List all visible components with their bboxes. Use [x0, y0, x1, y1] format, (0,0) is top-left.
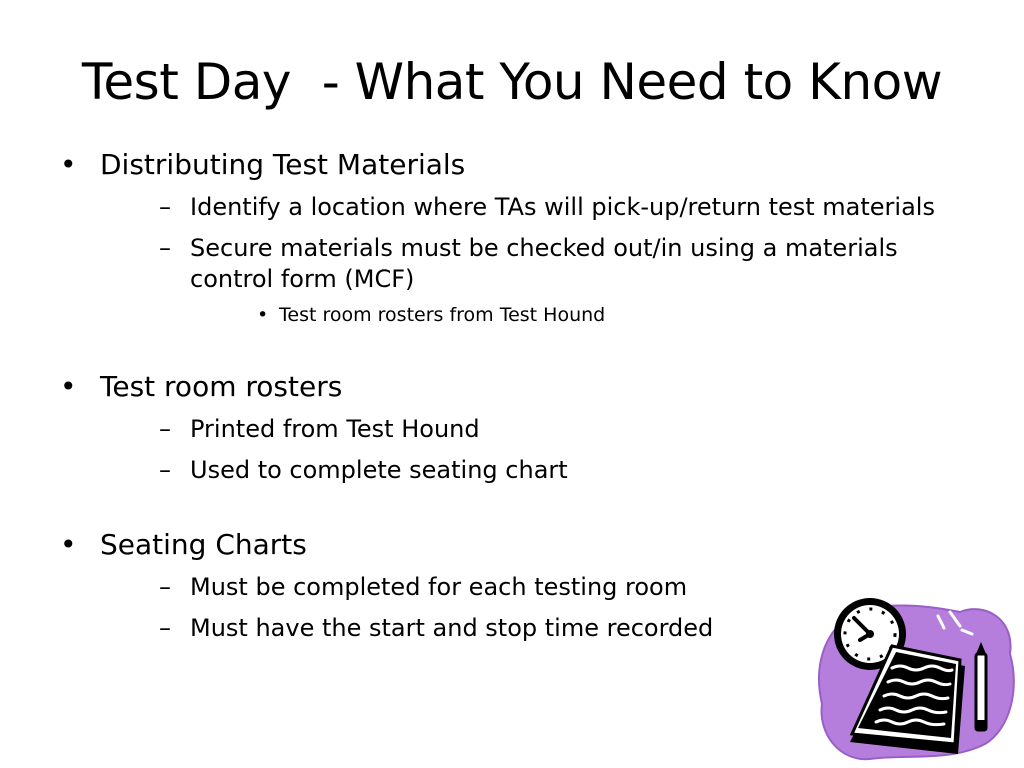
sub-bullet-text: Secure materials must be checked out/in using a materials control form (MCF)	[190, 234, 898, 293]
dash-bullet: –	[159, 415, 171, 443]
sub-sub-bullet-text: Test room rosters from Test Hound	[279, 304, 606, 326]
bullet-dot: •	[60, 528, 77, 561]
pencil-icon	[976, 642, 986, 730]
bullet-heading: Test room rosters	[100, 370, 343, 403]
bullet-dot: •	[60, 148, 77, 181]
bullet-heading: Seating Charts	[100, 528, 307, 561]
sub-sub-bullet	[235, 302, 978, 328]
sub-bullet	[145, 233, 978, 328]
bullet-heading: Distributing Test Materials	[100, 148, 466, 181]
sub-bullet	[145, 455, 978, 486]
sub-bullet-text: Identify a location where TAs will pick-up/return test materials	[190, 193, 935, 221]
bullet-dot: •	[257, 304, 269, 326]
slide-body	[58, 146, 978, 644]
sub-bullet	[145, 192, 978, 223]
sub-bullet-text: Used to complete seating chart	[190, 456, 568, 484]
sub-bullet-list	[145, 192, 978, 328]
bullet-distributing-materials	[58, 146, 978, 328]
sub-bullet-list	[145, 414, 978, 486]
dash-bullet: –	[159, 614, 171, 642]
dash-bullet: –	[159, 234, 171, 262]
clock-notepad-clipart-icon	[810, 594, 1020, 764]
sub-bullet-text: Printed from Test Hound	[190, 415, 480, 443]
dash-bullet: –	[159, 573, 171, 601]
dash-bullet: –	[159, 193, 171, 221]
bullet-list	[58, 146, 978, 644]
bullet-test-room-rosters	[58, 368, 978, 486]
sub-bullet-text: Must be completed for each testing room	[190, 573, 688, 601]
sub-bullet-text: Must have the start and stop time recorded	[190, 614, 714, 642]
slide-title: Test Day - What You Need to Know	[81, 53, 943, 111]
sub-bullet	[145, 414, 978, 445]
sub-sub-bullet-list	[235, 302, 978, 328]
bullet-dot: •	[60, 370, 77, 403]
dash-bullet: –	[159, 456, 171, 484]
